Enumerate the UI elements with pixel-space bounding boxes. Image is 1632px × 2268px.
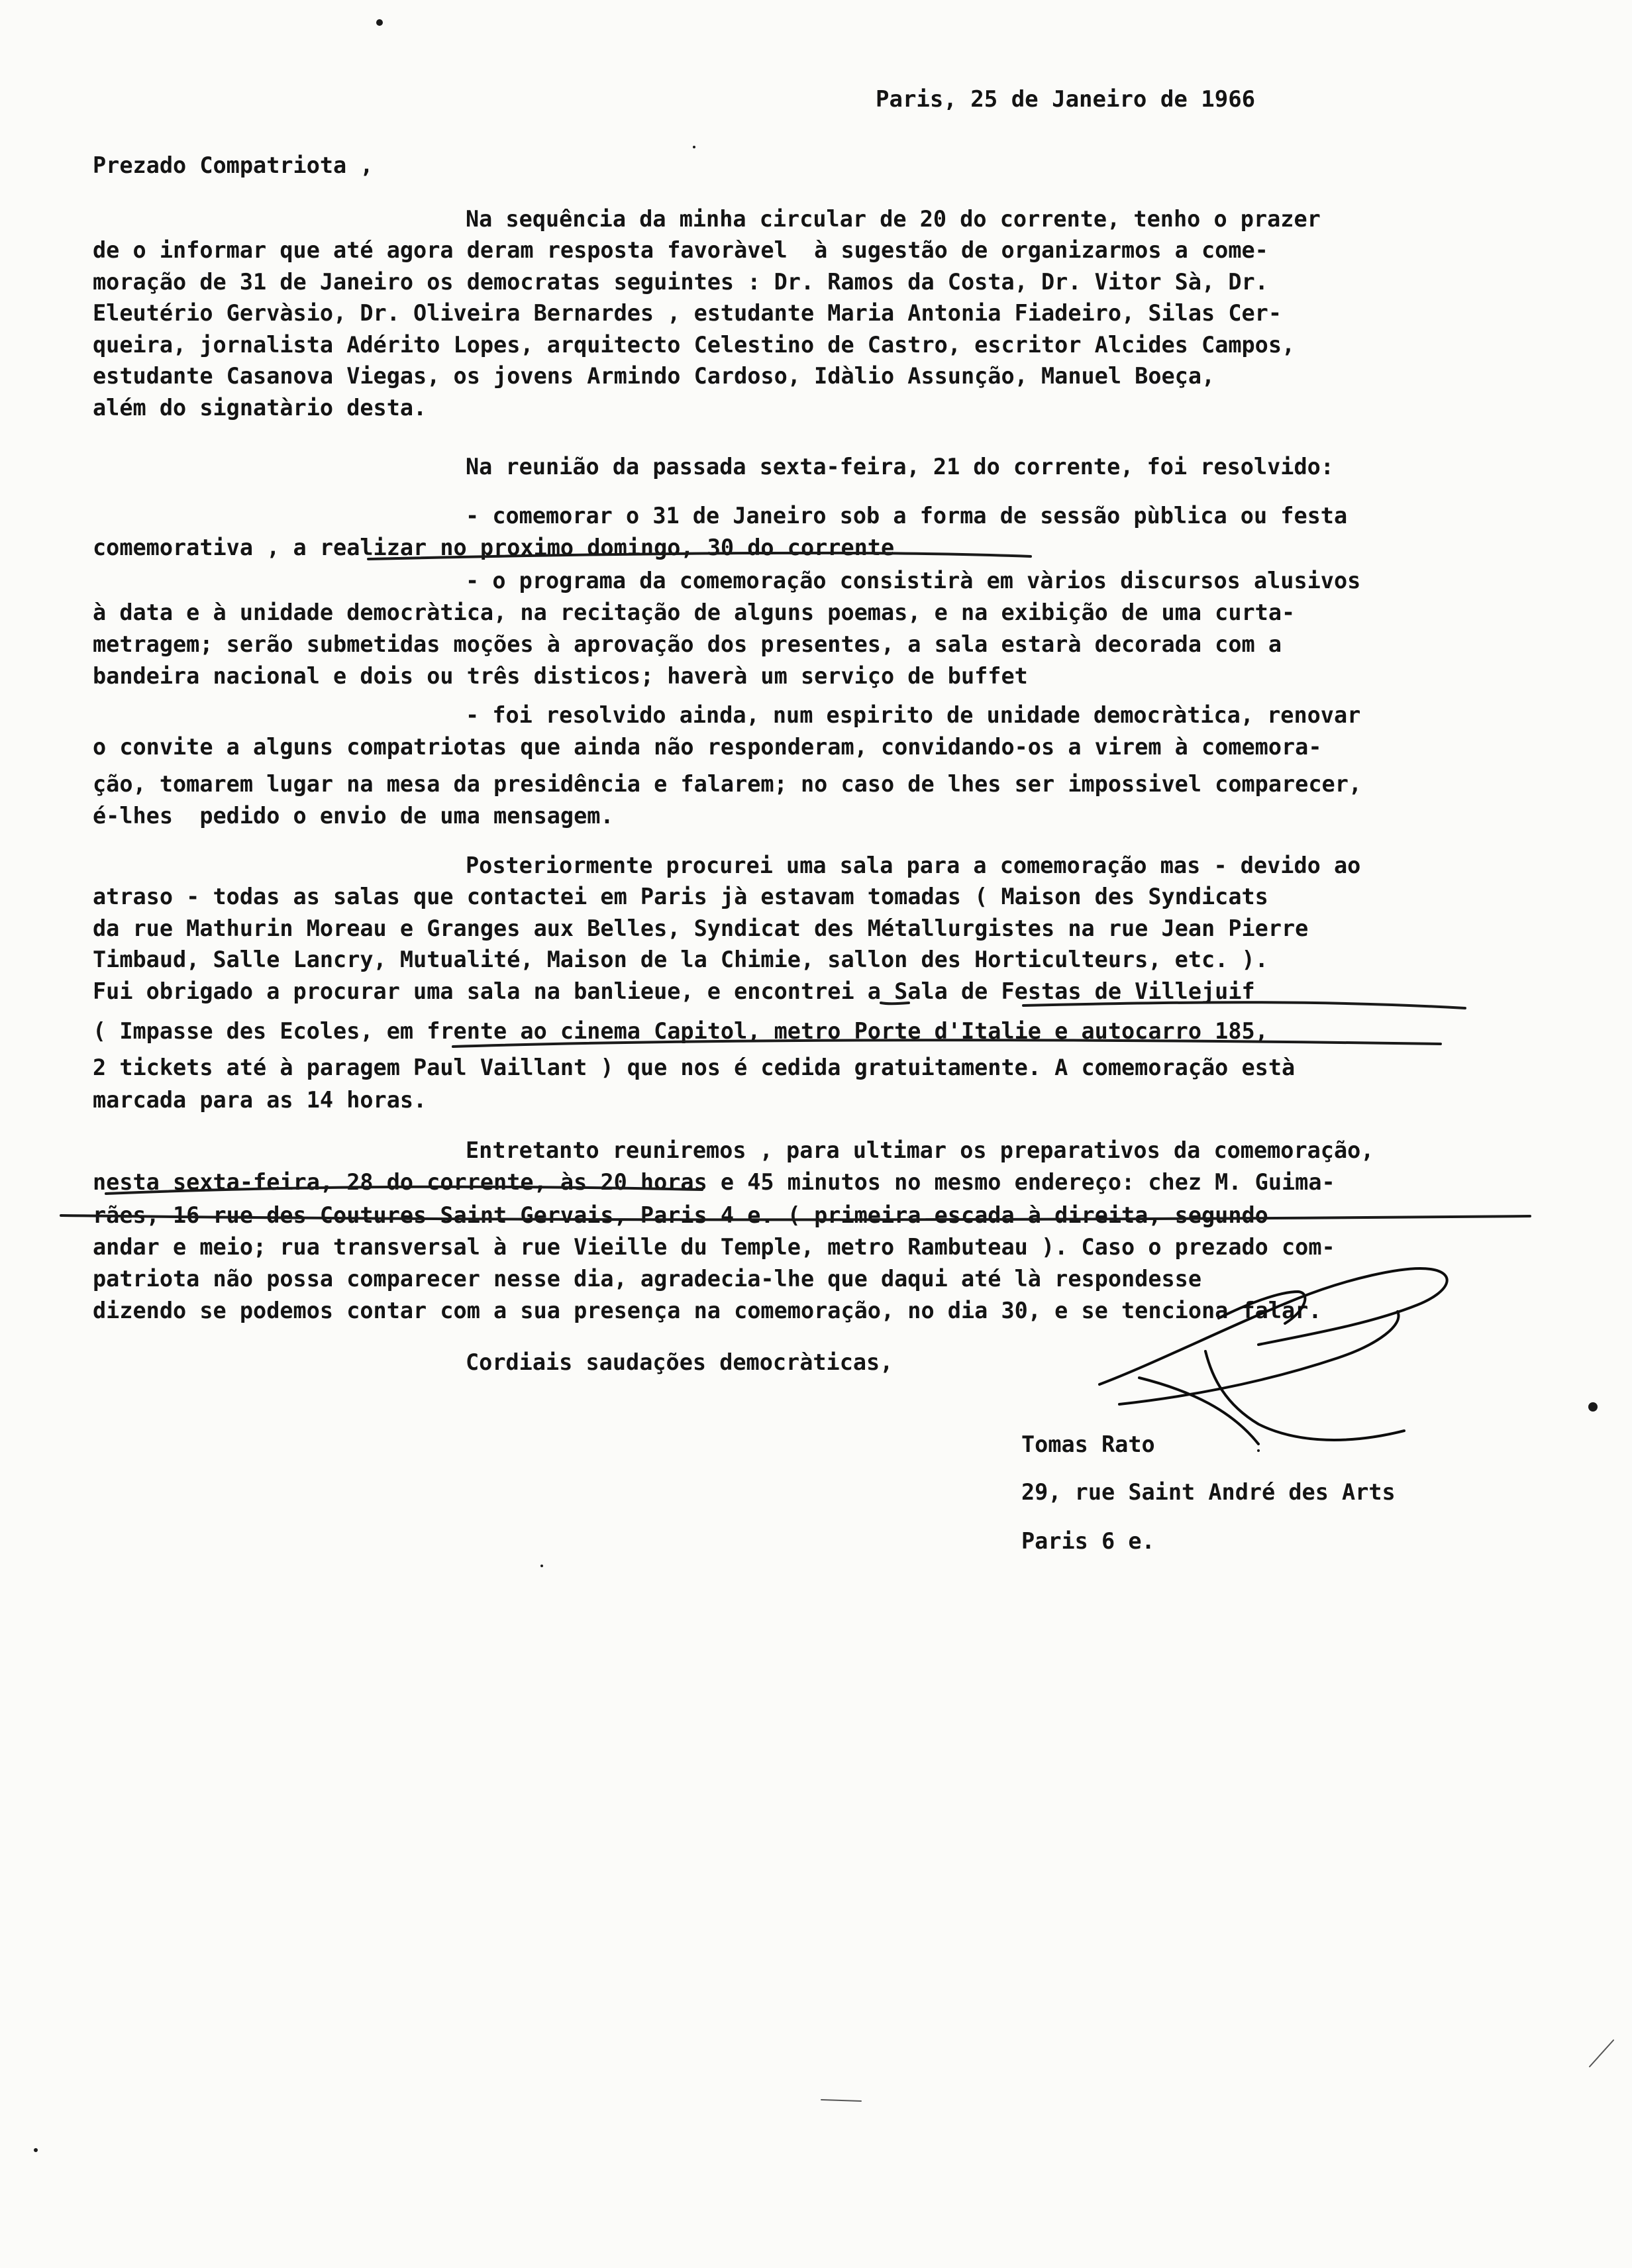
text-line: além do signatàrio desta. [93,395,427,421]
text-line: bandeira nacional e dois ou três disticos; haverà um serviço de buffet [93,663,1028,689]
text-line: moração de 31 de Janeiro os democratas seguintes : Dr. Ramos da Costa, Dr. Vitor Sà, Dr. [93,269,1268,295]
sender-city: Paris 6 e. [1021,1528,1155,1554]
text-line: - foi resolvido ainda, num espirito de unidade democràtica, renovar [466,702,1361,728]
salutation: Prezado Compatriota , [93,152,374,178]
text-line: dizendo se podemos contar com a sua presença na comemoração, no dia 30, e se tenciona falar. [93,1298,1322,1323]
text-line: andar e meio; rua transversal à rue Vieille du Temple, metro Rambuteau ). Caso o prezado com- [93,1234,1335,1260]
text-line: à data e à unidade democràtica, na recitação de alguns poemas, e na exibição de uma curta- [93,599,1296,625]
text-line: comemorativa , a realizar no proximo domingo, 30 do corrente [93,535,895,560]
sender-name: Tomas Rato [1021,1431,1155,1457]
text-line: queira, jornalista Adérito Lopes, arquitecto Celestino de Castro, escritor Alcides Campos, [93,332,1296,358]
text-line: rães, 16 rue des Coutures Saint Gervais, Paris 4 e. ( primeira escada à direita, segundo [93,1202,1268,1228]
text-line: Fui obrigado a procurar uma sala na banlieue, e encontrei a Sala de Festas de Villejuif [93,978,1255,1004]
text-line: ( Impasse des Ecoles, em frente ao cinema Capitol, metro Porte d'Italie e autocarro 185, [93,1018,1268,1044]
text-line: ção, tomarem lugar na mesa da presidência e falarem; no caso de lhes ser impossivel comparecer, [93,771,1362,797]
text-line: atraso - todas as salas que contactei em Paris jà estavam tomadas ( Maison des Syndicats [93,884,1268,909]
text-line: - o programa da comemoração consistirà em vàrios discursos alusivos [466,568,1361,593]
signature-image [1060,1245,1537,1470]
text-line: Na reunião da passada sexta-feira, 21 do corrente, foi resolvido: [466,454,1334,480]
text-line: - comemorar o 31 de Janeiro sob a forma de sessão pùblica ou festa [466,503,1348,529]
sender-address: 29, rue Saint André des Arts [1021,1479,1396,1505]
text-line: de o informar que até agora deram resposta favoràvel à sugestão de organizarmos a come- [93,237,1268,263]
text-line: Na sequência da minha circular de 20 do corrente, tenho o prazer [466,206,1321,232]
text-line: estudante Casanova Viegas, os jovens Armindo Cardoso, Idàlio Assunção, Manuel Boeça, [93,363,1215,389]
text-line: patriota não possa comparecer nesse dia, agradecia-lhe que daqui até là respondesse [93,1266,1202,1292]
text-line: o convite a alguns compatriotas que ainda não responderam, convidando-os a virem à comemora- [93,734,1322,760]
text-line: metragem; serão submetidas moções à aprovação dos presentes, a sala estarà decorada com a [93,631,1282,657]
text-line: 2 tickets até à paragem Paul Vaillant ) que nos é cedida gratuitamente. A comemoração està [93,1055,1296,1080]
text-line: Timbaud, Salle Lancry, Mutualité, Maison de la Chimie, sallon des Horticulteurs, etc. ). [93,947,1268,972]
text-line: Eleutério Gervàsio, Dr. Oliveira Bernardes , estudante Maria Antonia Fiadeiro, Silas Cer- [93,300,1282,326]
text-line: Posteriormente procurei uma sala para a comemoração mas - devido ao [466,852,1361,878]
text-line: é-lhes pedido o envio de uma mensagem. [93,803,614,829]
text-line: da rue Mathurin Moreau e Granges aux Belles, Syndicat des Métallurgistes na rue Jean Pierre [93,915,1309,941]
text-line: nesta sexta-feira, 28 do corrente, às 20 horas e 45 minutos no mesmo endereço: chez M. Guima- [93,1169,1335,1195]
dateline: Paris, 25 de Janeiro de 1966 [876,86,1256,113]
text-line: Entretanto reuniremos , para ultimar os preparativos da comemoração, [466,1137,1374,1163]
text-line: marcada para as 14 horas. [93,1087,427,1113]
closing: Cordiais saudações democràticas, [466,1349,893,1375]
